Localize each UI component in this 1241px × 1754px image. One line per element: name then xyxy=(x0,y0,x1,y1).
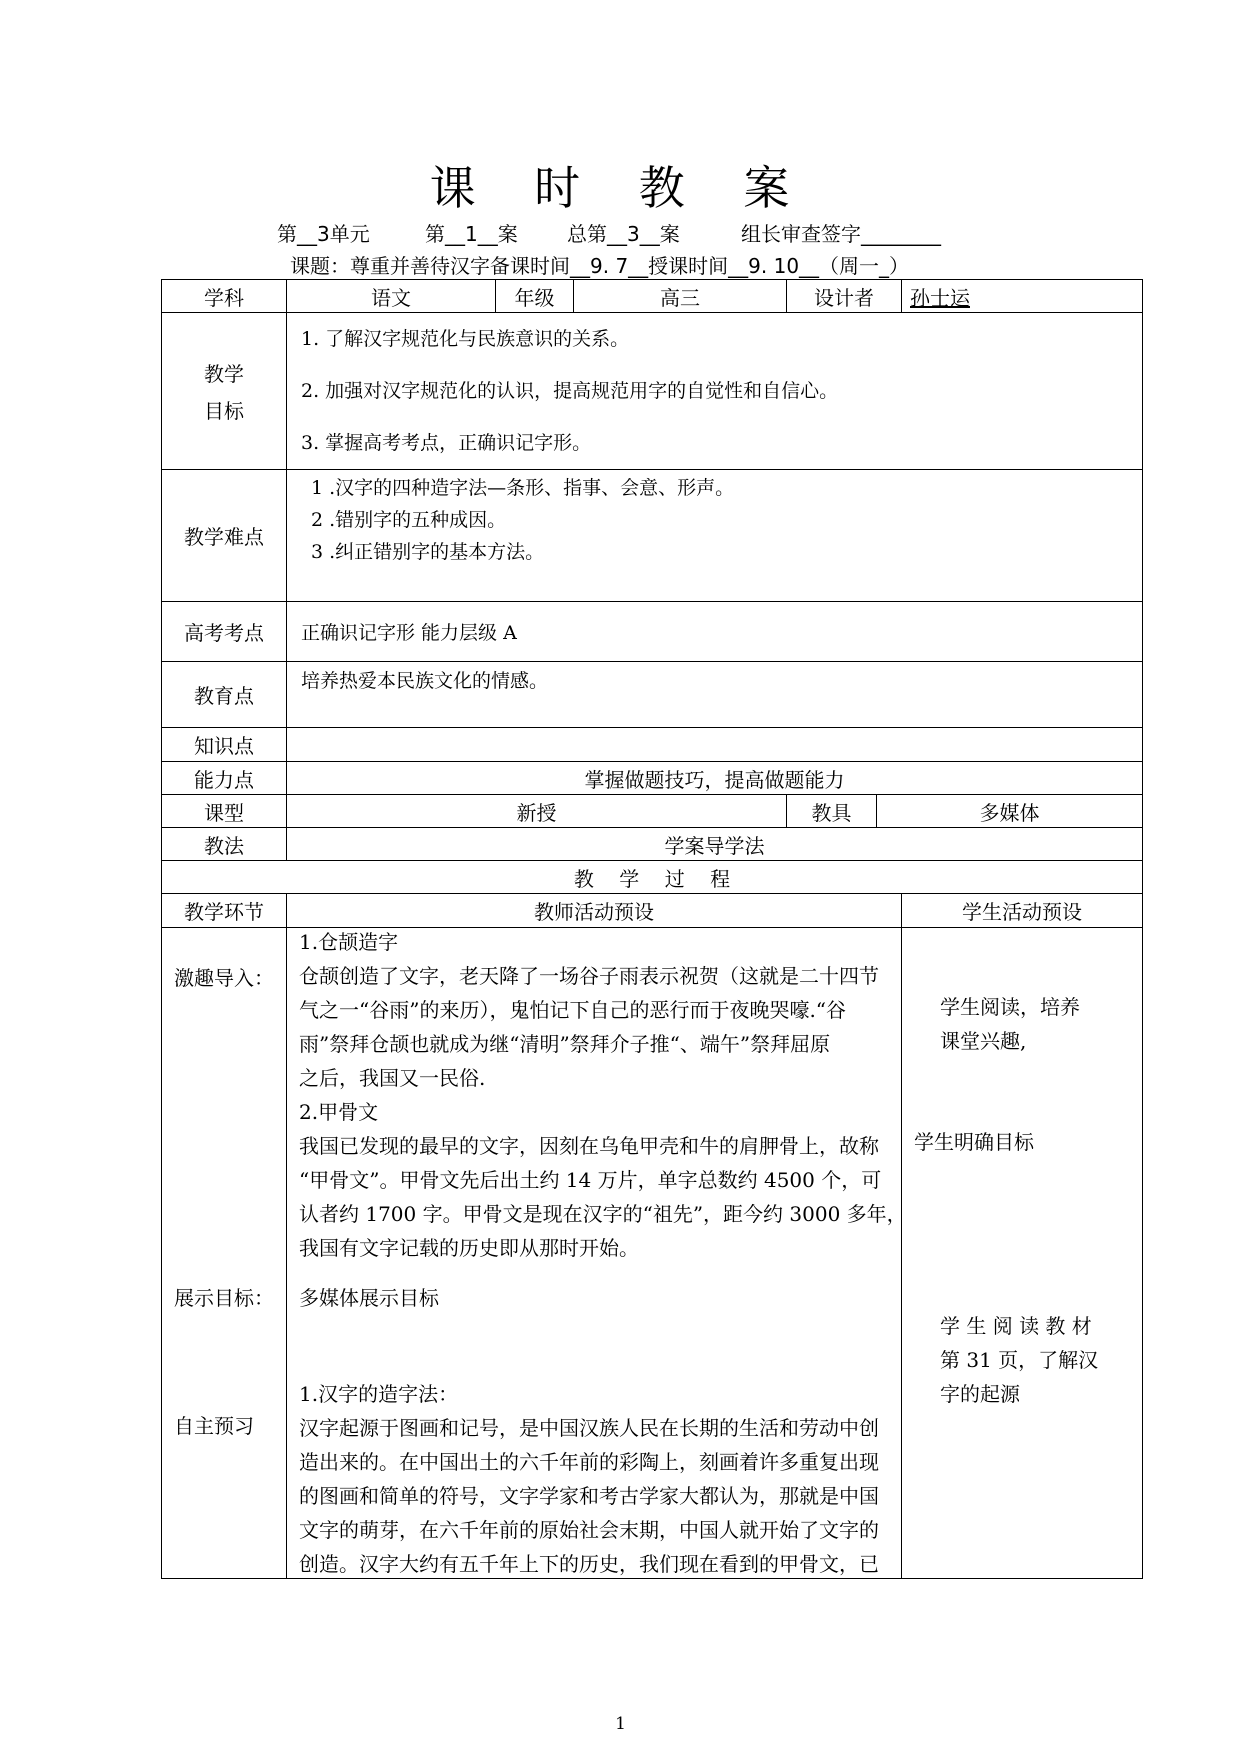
student-activity-preview: 学 生 阅 读 教 材 第 31 页，了解汉 字的起源 xyxy=(940,1314,1099,1406)
ability-point-label: 能力点 xyxy=(162,762,287,795)
subject-value: 语文 xyxy=(287,280,496,313)
lesson-plan-table xyxy=(161,279,1143,1579)
objectives-label: 教学 目标 xyxy=(162,313,287,470)
lesson-number: 第__1__案 xyxy=(425,222,518,246)
lesson-type-value: 新授 xyxy=(287,795,787,828)
stage-column-header: 教学环节 xyxy=(162,894,287,928)
student-activity-column xyxy=(902,928,1143,1579)
grade-label: 年级 xyxy=(496,280,574,313)
student-column-header: 学生活动预设 xyxy=(902,894,1143,928)
objective-item: 2. 加强对汉字规范化的认识，提高规范用字的自觉性和自信心。 xyxy=(301,380,839,402)
education-point-value: 培养热爱本民族文化的情感。 xyxy=(287,662,1143,728)
subject-label: 学科 xyxy=(162,280,287,313)
review-signature: 组长审查签字________ xyxy=(741,222,941,246)
difficulties-label: 教学难点 xyxy=(162,470,287,602)
page-number: 1 xyxy=(615,1714,626,1734)
objective-item: 3. 掌握高考考点，正确识记字形。 xyxy=(301,432,592,454)
knowledge-point-value xyxy=(287,728,1143,762)
difficulties-list xyxy=(287,470,1143,602)
designer-name: 孙士运 xyxy=(902,280,1143,313)
total-lesson-number: 总第__3__案 xyxy=(567,222,680,246)
designer-label: 设计者 xyxy=(787,280,902,313)
education-point-label: 教育点 xyxy=(162,662,287,728)
teaching-tools-value: 多媒体 xyxy=(877,795,1143,828)
teacher-intro-text: 1.仓颉造字 仓颉创造了文字，老天降了一场谷子雨表示祝贺（这就是二十四节 气之一“谷雨”的来历），鬼怕记下自己的恶行而于夜晚哭嚎.“谷 雨”祭拜仓颉也就成为继“清明”祭拜介子推“、端午”祭拜屈原 之后，我国又一民俗. 2.甲骨文 我国已发现的最早的文字，因刻在乌龟甲壳和牛的肩胛骨上，故称 “甲骨文”。甲骨文先后出土约 14 万片，单字总数约 4500 个，可 认者约 1700 字。甲骨文是现在汉字的“祖先”，距今约 3000 多年， 我国有文字记载的历史即从那时开始。 xyxy=(299,930,907,1260)
stage-intro: 激趣导入： xyxy=(174,966,274,990)
teaching-method-value: 学案导学法 xyxy=(287,828,1143,861)
teacher-activity-column xyxy=(287,928,907,1579)
difficulty-item: 3 .纠正错别字的基本方法。 xyxy=(311,541,545,563)
stage-goals: 展示目标： xyxy=(174,1286,274,1310)
stage-column xyxy=(162,928,287,1579)
teacher-goal-text: 多媒体展示目标 xyxy=(299,1286,439,1310)
difficulty-item: 1 .汉字的四种造字法—条形、指事、会意、形声。 xyxy=(311,477,735,499)
lesson-type-label: 课型 xyxy=(162,795,287,828)
objective-item: 1. 了解汉字规范化与民族意识的关系。 xyxy=(301,328,630,350)
process-heading: 教 学 过 程 xyxy=(162,861,1143,894)
student-activity-intro: 学生阅读，培养 课堂兴趣, xyxy=(940,995,1080,1053)
teacher-preview-text: 1.汉字的造字法： 汉字起源于图画和记号，是中国汉族人民在长期的生活和劳动中创 造出来的。在中国出土的六千年前的彩陶上，刻画着许多重复出现 的图画和简单的符号，文字学家和考古学家大都认为，那就是中国 文字的萌芽，在六千年前的原始社会末期，中国人就开始了文字的 创造。汉字大约有五千年上下的历史，我们现在看到的甲骨文，已 xyxy=(299,1382,879,1576)
grade-value: 高三 xyxy=(574,280,787,313)
page-title: 课 时 教 案 xyxy=(429,161,812,215)
teaching-tools-label: 教具 xyxy=(787,795,877,828)
ability-point-value: 掌握做题技巧，提高做题能力 xyxy=(287,762,1143,795)
exam-point-label: 高考考点 xyxy=(162,602,287,662)
teaching-method-label: 教法 xyxy=(162,828,287,861)
exam-point-value: 正确识记字形 能力层级 A xyxy=(287,602,1143,662)
knowledge-point-label: 知识点 xyxy=(162,728,287,762)
topic-line: 课题：尊重并善待汉字备课时间__9. 7__授课时间__9. 10__（周一_） xyxy=(290,254,910,278)
objectives-list xyxy=(287,313,1143,470)
unit-number: 第__3单元 xyxy=(277,222,370,246)
teacher-column-header: 教师活动预设 xyxy=(287,894,902,928)
stage-preview: 自主预习 xyxy=(174,1414,254,1438)
difficulty-item: 2 .错别字的五种成因。 xyxy=(311,509,507,531)
student-activity-goals: 学生明确目标 xyxy=(914,1130,1034,1154)
